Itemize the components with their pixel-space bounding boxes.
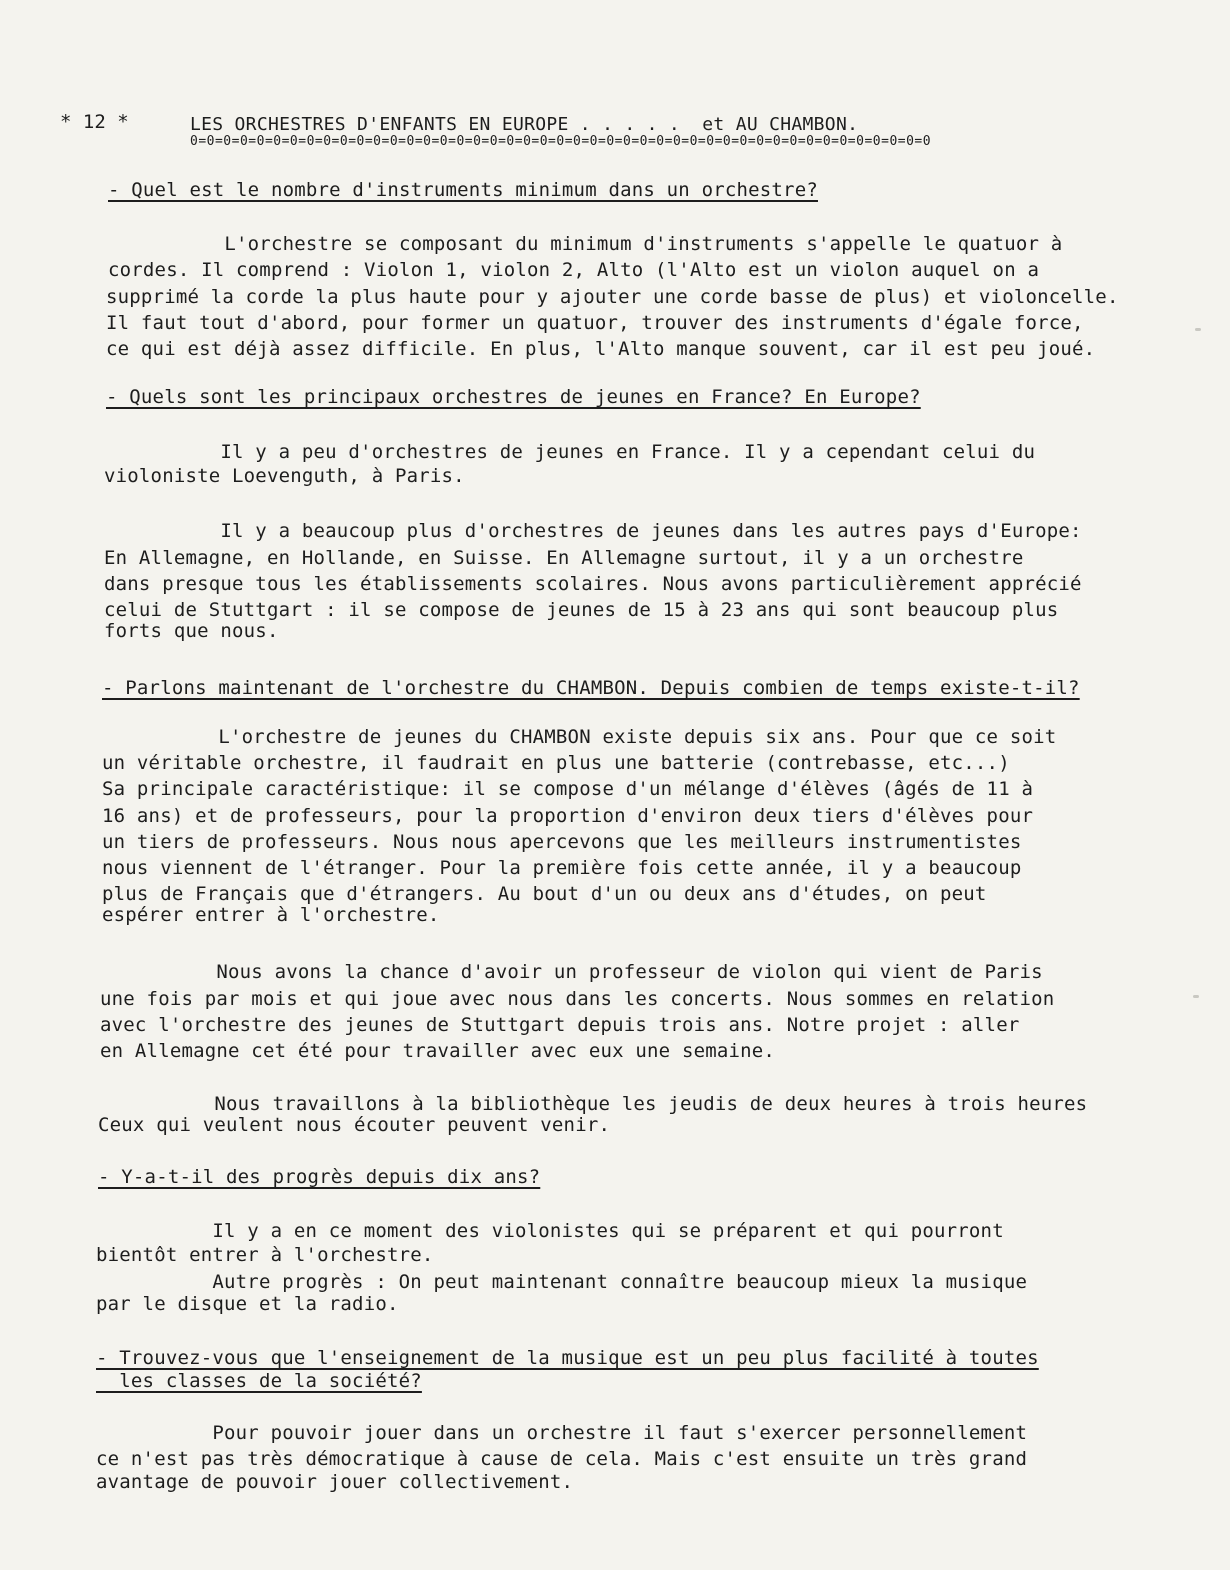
text-line: dans presque tous les établissements scolaires. Nous avons particulièrement apprécié xyxy=(104,573,1082,595)
page-title: LES ORCHESTRES D'ENFANTS EN EUROPE . . . . . et AU CHAMBON. xyxy=(190,114,859,135)
title-underline-rule: 0=0=0=0=0=0=0=0=0=0=0=0=0=0=0=0=0=0=0=0=0=0=0=0=0=0=0=0=0=0=0=0=0=0=0=0=0=0=0=0=0=0=0=0=0 xyxy=(190,134,932,149)
text-line: Il y a peu d'orchestres de jeunes en France. Il y a cependant celui du xyxy=(104,441,1036,463)
text-line: celui de Stuttgart : il se compose de jeunes de 15 à 23 ans qui sont beaucoup plus xyxy=(104,599,1059,621)
question-heading: - Parlons maintenant de l'orchestre du CHAMBON. Depuis combien de temps existe-t-il? xyxy=(102,677,1080,699)
text-line: bientôt entrer à l'orchestre. xyxy=(96,1244,434,1266)
text-line: Ceux qui veulent nous écouter peuvent venir. xyxy=(98,1114,611,1136)
text-line: espérer entrer à l'orchestre. xyxy=(102,904,440,926)
text-line: en Allemagne cet été pour travailler avec eux une semaine. xyxy=(100,1040,776,1062)
text-line: Il y a en ce moment des violonistes qui se préparent et qui pourront xyxy=(96,1220,1004,1242)
text-line: Pour pouvoir jouer dans un orchestre il faut s'exercer personnellement xyxy=(96,1422,1028,1444)
text-line: nous viennent de l'étranger. Pour la première fois cette année, il y a beaucoup xyxy=(102,857,1022,879)
text-line: ce qui est déjà assez difficile. En plus, l'Alto manque souvent, car il est peu joué. xyxy=(106,338,1096,360)
text-line: plus de Français que d'étrangers. Au bout d'un ou deux ans d'études, on peut xyxy=(102,883,987,905)
text-line: un tiers de professeurs. Nous nous apercevons que les meilleurs instrumentistes xyxy=(102,831,1022,853)
punch-hole-mark xyxy=(1193,995,1199,998)
text-line: violoniste Loevenguth, à Paris. xyxy=(104,465,465,487)
text-line: avantage de pouvoir jouer collectivement. xyxy=(96,1471,574,1493)
text-line: Il faut tout d'abord, pour former un quatuor, trouver des instruments d'égale force, xyxy=(106,312,1084,334)
question-heading: - Quel est le nombre d'instruments minimum dans un orchestre? xyxy=(108,179,818,201)
text-line: supprimé la corde la plus haute pour y ajouter une corde basse de plus) et violoncelle. xyxy=(106,286,1119,308)
text-line: Nous avons la chance d'avoir un professeur de violon qui vient de Paris xyxy=(100,961,1043,983)
text-line: Autre progrès : On peut maintenant connaître beaucoup mieux la musique xyxy=(96,1271,1028,1293)
question-heading: - Y-a-t-il des progrès depuis dix ans? xyxy=(98,1166,541,1188)
text-line: Nous travaillons à la bibliothèque les jeudis de deux heures à trois heures xyxy=(98,1093,1088,1115)
page-number: * 12 * xyxy=(60,111,129,133)
punch-hole-mark xyxy=(1195,328,1201,331)
text-line: une fois par mois et qui joue avec nous dans les concerts. Nous sommes en relation xyxy=(100,988,1055,1010)
text-line: En Allemagne, en Hollande, en Suisse. En Allemagne surtout, il y a un orchestre xyxy=(104,547,1024,569)
text-line: un véritable orchestre, il faudrait en plus une batterie (contrebasse, etc...) xyxy=(102,752,1010,774)
text-line: Il y a beaucoup plus d'orchestres de jeunes dans les autres pays d'Europe: xyxy=(104,520,1082,542)
text-line: 16 ans) et de professeurs, pour la proportion d'environ deux tiers d'élèves pour xyxy=(102,805,1034,827)
text-line: L'orchestre de jeunes du CHAMBON existe depuis six ans. Pour que ce soit xyxy=(102,726,1057,748)
text-line: L'orchestre se composant du minimum d'instruments s'appelle le quatuor à xyxy=(108,233,1063,255)
text-line: ce n'est pas très démocratique à cause de cela. Mais c'est ensuite un très grand xyxy=(96,1448,1028,1470)
question-heading: les classes de la société? xyxy=(96,1370,422,1392)
question-heading: - Trouvez-vous que l'enseignement de la musique est un peu plus facilité à toutes xyxy=(96,1347,1039,1369)
text-line: cordes. Il comprend : Violon 1, violon 2, Alto (l'Alto est un violon auquel on a xyxy=(108,259,1040,281)
text-line: par le disque et la radio. xyxy=(96,1293,399,1315)
question-heading: - Quels sont les principaux orchestres de jeunes en France? En Europe? xyxy=(106,386,921,408)
text-line: Sa principale caractéristique: il se compose d'un mélange d'élèves (âgés de 11 à xyxy=(102,778,1034,800)
text-line: avec l'orchestre des jeunes de Stuttgart depuis trois ans. Notre projet : aller xyxy=(100,1014,1020,1036)
text-line: forts que nous. xyxy=(104,620,279,642)
